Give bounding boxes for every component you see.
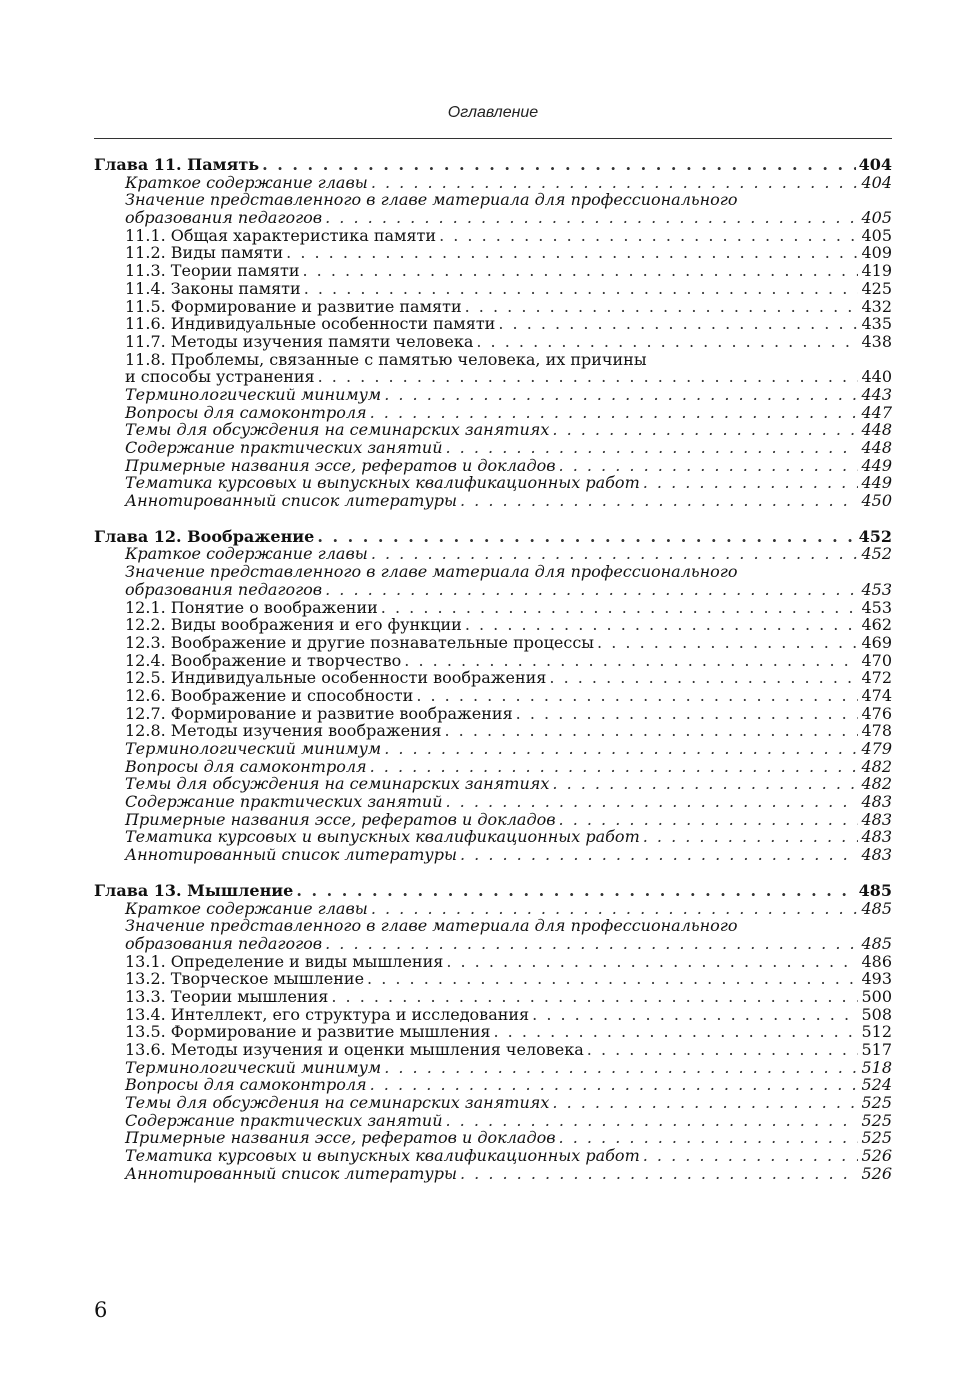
running-head: Оглавление — [447, 104, 539, 121]
toc-entry-label: образования педагогов — [125, 579, 323, 599]
toc-page-number: 435 — [861, 314, 892, 334]
dot-leader — [318, 368, 859, 386]
toc-page-number: 485 — [858, 880, 892, 900]
toc-page-number: 483 — [861, 792, 892, 812]
toc-entry — [94, 634, 892, 652]
toc-entry-label: 11.1. Общая характеристика памяти — [125, 225, 437, 245]
toc-entry-label: Примерные названия эссе, рефератов и докладов — [125, 1128, 556, 1148]
dot-leader — [384, 1059, 858, 1077]
chapter-heading — [94, 156, 892, 174]
toc-entry — [94, 298, 892, 316]
toc-entry-label: Аннотированный список литературы — [125, 491, 457, 511]
chapter-block — [94, 156, 892, 510]
toc-entry-label: 13.1. Определение и виды мышления — [125, 951, 444, 971]
dot-leader — [460, 846, 858, 864]
dot-leader — [552, 421, 858, 439]
dot-leader — [559, 1129, 859, 1147]
toc-entry — [94, 758, 892, 776]
toc-entry — [94, 970, 892, 988]
toc-page-number: 452 — [858, 526, 892, 546]
toc-entry-label: Глава 12. Воображение — [94, 526, 315, 546]
dot-leader — [446, 1112, 859, 1130]
dot-leader — [325, 935, 858, 953]
dot-leader — [325, 581, 858, 599]
toc-entry-label: образования педагогов — [125, 208, 323, 228]
dot-leader — [552, 775, 858, 793]
dot-leader — [370, 1076, 859, 1094]
dot-leader — [465, 298, 859, 316]
toc-entry-label: Аннотированный список литературы — [125, 845, 457, 865]
toc-entry — [94, 1023, 892, 1041]
toc-page-number: 453 — [861, 579, 892, 599]
dot-leader — [384, 386, 858, 404]
dot-leader — [370, 404, 859, 422]
dot-leader — [549, 669, 858, 687]
toc-page-number: 483 — [861, 827, 892, 847]
toc-entry — [94, 1094, 892, 1112]
toc-entry — [94, 1059, 892, 1077]
toc-page-number: 448 — [861, 438, 892, 457]
toc-entry-label: 13.2. Творческое мышление — [125, 969, 365, 989]
toc-page-number: 470 — [861, 650, 892, 670]
toc-entry-label: Аннотированный список литературы — [125, 1163, 457, 1183]
toc-page-number: 485 — [861, 933, 892, 953]
dot-leader — [296, 882, 855, 900]
toc-entry — [94, 315, 892, 333]
toc-page-number: 443 — [861, 384, 892, 404]
toc-entry-label: 12.6. Воображение и способности — [125, 685, 414, 705]
toc-entry-label: 13.3. Теории мышления — [125, 986, 329, 1006]
toc-entry-label: Вопросы для самоконтроля — [125, 1075, 367, 1095]
dot-leader — [516, 705, 859, 723]
toc-entry — [94, 953, 892, 971]
toc-page-number: 485 — [861, 898, 892, 918]
toc-page-number: 425 — [861, 278, 892, 298]
toc-entry-label: 13.6. Методы изучения и оценки мышления человека — [125, 1040, 584, 1059]
dot-leader — [262, 156, 855, 174]
toc-page-number: 409 — [861, 243, 892, 263]
toc-page-number: 462 — [861, 615, 892, 635]
toc-entry-label: Значение представленного в главе материала для профессионального — [125, 562, 738, 582]
toc-page-number: 483 — [861, 809, 892, 829]
toc-entry — [94, 900, 892, 918]
toc-entry — [94, 404, 892, 422]
toc-entry-label: Краткое содержание главы — [125, 172, 368, 192]
toc-page-number: 452 — [861, 544, 892, 564]
table-of-contents — [94, 156, 892, 1201]
toc-page-number: 526 — [861, 1163, 892, 1183]
toc-page-number: 479 — [861, 739, 892, 758]
toc-entry-label: Примерные названия эссе, рефератов и докладов — [125, 809, 556, 829]
dot-leader — [597, 634, 858, 652]
toc-entry — [94, 705, 892, 723]
toc-entry — [94, 545, 892, 563]
toc-entry — [94, 368, 892, 386]
toc-entry-label: Содержание практических занятий — [125, 438, 443, 457]
toc-entry-label: 13.5. Формирование и развитие мышления — [125, 1022, 491, 1042]
toc-page-number: 482 — [861, 756, 892, 776]
toc-entry-label: Терминологический минимум — [125, 384, 382, 404]
toc-page-number: 526 — [861, 1146, 892, 1166]
toc-entry-label: Вопросы для самоконтроля — [125, 756, 367, 776]
dot-leader — [371, 900, 859, 918]
dot-leader — [465, 616, 859, 634]
toc-page-number: 405 — [861, 208, 892, 228]
chapter-block — [94, 882, 892, 1183]
toc-page-number: 483 — [861, 845, 892, 865]
toc-page-number: 449 — [861, 455, 892, 475]
toc-entry-label: 11.6. Индивидуальные особенности памяти — [125, 314, 496, 334]
dot-leader — [370, 758, 859, 776]
dot-leader — [367, 970, 858, 988]
toc-entry-label: Терминологический минимум — [125, 1057, 382, 1077]
toc-entry-label: 12.1. Понятие о воображении — [125, 597, 378, 617]
toc-entry — [94, 793, 892, 811]
dot-leader — [643, 1147, 859, 1165]
dot-leader — [371, 545, 859, 563]
toc-page-number: 472 — [861, 668, 892, 688]
toc-entry-label: 11.5. Формирование и развитие памяти — [125, 296, 462, 316]
toc-entry — [94, 333, 892, 351]
toc-page-number: 478 — [861, 721, 892, 741]
dot-leader — [498, 315, 858, 333]
toc-entry-label: Значение представленного в главе материала для профессионального — [125, 190, 738, 210]
toc-entry — [94, 669, 892, 687]
toc-entry — [94, 474, 892, 492]
toc-page-number: 448 — [861, 420, 892, 440]
toc-page-number: 508 — [861, 1004, 892, 1024]
toc-entry — [94, 581, 892, 599]
toc-entry — [94, 209, 892, 227]
toc-entry-label: 12.3. Воображение и другие познавательные процессы — [125, 632, 595, 652]
header-rule — [94, 138, 892, 139]
toc-entry-label: 12.4. Воображение и творчество — [125, 650, 402, 670]
chapter-block — [94, 528, 892, 864]
toc-entry — [94, 687, 892, 705]
toc-entry — [94, 280, 892, 298]
toc-page-number: 482 — [861, 774, 892, 794]
toc-entry — [94, 599, 892, 617]
toc-page-number: 525 — [861, 1110, 892, 1130]
toc-page-number: 450 — [861, 491, 892, 511]
toc-entry — [94, 1129, 892, 1147]
dot-leader — [476, 333, 858, 351]
toc-entry-label: Содержание практических занятий — [125, 792, 443, 812]
toc-page-number: 419 — [861, 261, 892, 281]
toc-page-number: 469 — [861, 632, 892, 652]
toc-entry — [94, 828, 892, 846]
toc-page-number: 432 — [861, 296, 892, 316]
dot-leader — [532, 1006, 858, 1024]
page-number: 6 — [94, 1298, 108, 1322]
dot-leader — [317, 528, 855, 546]
toc-entry — [94, 740, 892, 758]
dot-leader — [302, 262, 858, 280]
dot-leader — [460, 492, 858, 510]
toc-entry — [94, 1041, 892, 1059]
toc-entry — [94, 439, 892, 457]
toc-entry — [94, 262, 892, 280]
toc-page-number: 404 — [861, 172, 892, 192]
toc-entry-label: 11.4. Законы памяти — [125, 278, 301, 298]
dot-leader — [325, 209, 858, 227]
toc-entry-label: Темы для обсуждения на семинарских занятиях — [125, 1093, 550, 1113]
toc-entry — [94, 1006, 892, 1024]
toc-entry-label: 11.3. Теории памяти — [125, 261, 300, 281]
dot-leader — [559, 457, 859, 475]
toc-entry — [94, 492, 892, 510]
toc-entry-label: Терминологический минимум — [125, 739, 382, 758]
toc-page-number: 449 — [861, 473, 892, 493]
toc-page-number: 405 — [861, 225, 892, 245]
dot-leader — [559, 811, 859, 829]
toc-entry — [94, 386, 892, 404]
dot-leader — [587, 1041, 859, 1059]
toc-entry — [94, 1112, 892, 1130]
toc-entry — [94, 935, 892, 953]
toc-page-number: 525 — [861, 1093, 892, 1113]
toc-entry — [94, 1165, 892, 1183]
toc-entry-label: Глава 11. Память — [94, 155, 260, 174]
toc-page-number: 486 — [861, 951, 892, 971]
toc-entry-label: 11.7. Методы изучения памяти человека — [125, 331, 474, 351]
toc-entry-label: 12.5. Индивидуальные особенности воображения — [125, 668, 547, 688]
dot-leader — [404, 652, 858, 670]
toc-entry — [94, 811, 892, 829]
toc-page-number: 524 — [861, 1075, 892, 1095]
toc-entry — [94, 457, 892, 475]
toc-page-number: 525 — [861, 1128, 892, 1148]
dot-leader — [439, 227, 858, 245]
toc-page-number: 493 — [861, 969, 892, 989]
toc-page-number: 500 — [861, 986, 892, 1006]
dot-leader — [446, 439, 859, 457]
toc-entry-label: 13.4. Интеллект, его структура и исследования — [125, 1004, 530, 1024]
toc-entry-label: Содержание практических занятий — [125, 1110, 443, 1130]
dot-leader — [446, 953, 858, 971]
dot-leader — [381, 599, 859, 617]
dot-leader — [286, 244, 858, 262]
dot-leader — [416, 687, 858, 705]
toc-entry-label: 12.2. Виды воображения и его функции — [125, 615, 462, 635]
toc-page-number: 518 — [861, 1057, 892, 1077]
toc-entry-label: 11.8. Проблемы, связанные с памятью человека, их причины — [125, 349, 647, 369]
toc-entry-label: Тематика курсовых и выпускных квалификационных работ — [125, 827, 640, 847]
toc-entry-label: 12.8. Методы изучения воображения — [125, 721, 442, 741]
toc-entry — [94, 846, 892, 864]
toc-entry — [94, 1076, 892, 1094]
toc-page-number: 438 — [861, 331, 892, 351]
toc-entry-label: Значение представленного в главе материала для профессионального — [125, 916, 738, 936]
dot-leader — [552, 1094, 858, 1112]
toc-entry-label: Глава 13. Мышление — [94, 880, 294, 900]
toc-page-number: 512 — [861, 1022, 892, 1042]
toc-entry-label: 11.2. Виды памяти — [125, 243, 284, 263]
toc-page-number: 474 — [861, 685, 892, 705]
toc-entry — [94, 722, 892, 740]
toc-page-number: 517 — [861, 1040, 892, 1059]
dot-leader — [643, 474, 859, 492]
dot-leader — [384, 740, 858, 758]
toc-page-number: 476 — [861, 703, 892, 723]
toc-entry-label: и способы устранения — [125, 367, 315, 387]
toc-entry — [94, 421, 892, 439]
toc-entry-label: Тематика курсовых и выпускных квалификационных работ — [125, 1146, 640, 1166]
toc-entry-label: Тематика курсовых и выпускных квалификационных работ — [125, 473, 640, 493]
toc-page-number: 453 — [861, 597, 892, 617]
dot-leader — [331, 988, 858, 1006]
dot-leader — [493, 1023, 858, 1041]
dot-leader — [371, 174, 859, 192]
toc-entry-label: образования педагогов — [125, 933, 323, 953]
chapter-heading — [94, 882, 892, 900]
toc-entry-label: Краткое содержание главы — [125, 898, 368, 918]
chapter-heading — [94, 528, 892, 546]
toc-page-number: 447 — [861, 402, 892, 422]
toc-entry — [94, 174, 892, 192]
toc-entry — [94, 652, 892, 670]
dot-leader — [643, 828, 859, 846]
toc-entry-label: Примерные названия эссе, рефератов и докладов — [125, 455, 556, 475]
toc-entry-label: 12.7. Формирование и развитие воображения — [125, 703, 513, 723]
toc-entry-label: Темы для обсуждения на семинарских занятиях — [125, 420, 550, 440]
toc-entry-label: Краткое содержание главы — [125, 544, 368, 564]
toc-page-number: 440 — [861, 367, 892, 387]
toc-entry-label: Вопросы для самоконтроля — [125, 402, 367, 422]
dot-leader — [446, 793, 859, 811]
toc-entry-label: Темы для обсуждения на семинарских занятиях — [125, 774, 550, 794]
dot-leader — [460, 1165, 858, 1183]
toc-page-number: 404 — [858, 155, 892, 174]
dot-leader — [304, 280, 859, 298]
toc-entry — [94, 616, 892, 634]
toc-entry — [94, 227, 892, 245]
toc-entry — [94, 244, 892, 262]
toc-entry — [94, 1147, 892, 1165]
dot-leader — [444, 722, 858, 740]
toc-entry — [94, 775, 892, 793]
toc-entry — [94, 988, 892, 1006]
